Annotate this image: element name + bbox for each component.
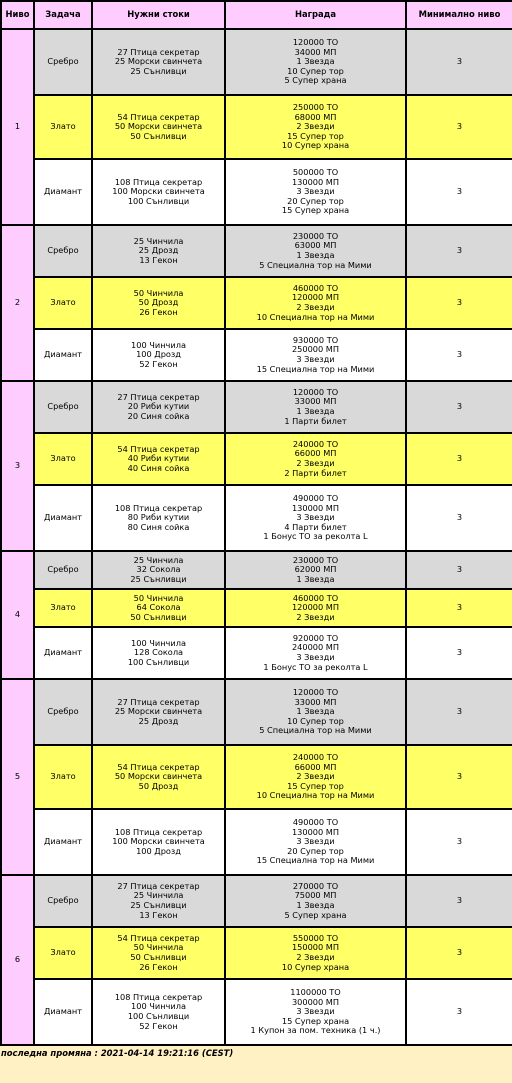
goods-cell	[92, 809, 225, 875]
goods-line: 108 Птица секретар	[114, 176, 203, 187]
task-cell: Диамант	[34, 979, 92, 1045]
goods-line: 27 Птица секретар	[117, 391, 200, 402]
min-level-cell: 3	[406, 679, 512, 745]
goods-line: 25 Сънливци	[130, 900, 187, 910]
goods-line: 25 Чинчила	[133, 554, 184, 565]
goods-line: 50 Дрозд	[138, 780, 179, 791]
reward-line: 10 Специална тор на Мими	[256, 790, 375, 801]
goods-line: 20 Синя сойка	[127, 410, 190, 421]
goods-cell	[92, 29, 225, 95]
reward-line: 62000 МП	[294, 564, 337, 575]
reward-line: 3 Звезди	[296, 512, 335, 523]
table-row	[1, 589, 512, 627]
reward-line: 68000 МП	[294, 111, 337, 122]
reward-line: 15 Супер тор	[287, 130, 344, 141]
goods-line: 50 Чинчила	[133, 287, 184, 298]
reward-line: 15 Супер тор	[287, 780, 344, 791]
reward-line: 1 Звезда	[296, 573, 335, 584]
goods-line: 54 Птица секретар	[117, 111, 200, 122]
table-row	[1, 277, 512, 329]
goods-line: 100 Дрозд	[136, 845, 181, 856]
task-cell: Диамант	[34, 627, 92, 679]
reward-line: 460000 ТО	[292, 592, 339, 603]
goods-line: 40 Риби кутии	[127, 453, 190, 464]
reward-line: 130000 МП	[291, 502, 340, 513]
task-cell: Сребро	[34, 875, 92, 927]
goods-line: 52 Гекон	[139, 1020, 178, 1031]
header-goods: Нужни стоки	[92, 1, 225, 29]
goods-line: 50 Чинчила	[133, 942, 184, 953]
goods-cell	[92, 433, 225, 485]
level-cell: 4	[1, 551, 34, 679]
goods-cell	[92, 589, 225, 627]
goods-cell	[92, 875, 225, 927]
reward-line: 10 Супер храна	[281, 961, 350, 972]
reward-cell	[225, 679, 406, 745]
reward-cell	[225, 875, 406, 927]
min-level-cell: 3	[406, 551, 512, 589]
reward-cell	[225, 29, 406, 95]
task-cell: Сребро	[34, 29, 92, 95]
reward-line: 3 Звезди	[296, 186, 335, 197]
reward-line: 120000 ТО	[292, 37, 339, 48]
task-cell: Злато	[34, 95, 92, 159]
table-row	[1, 29, 512, 95]
reward-line: 1100000 ТО	[290, 987, 341, 998]
reward-line: 1 Бонус ТО за реколта L	[263, 531, 368, 542]
reward-line: 3 Звезди	[296, 836, 335, 847]
reward-line: 75000 МП	[294, 890, 337, 901]
reward-line: 120000 ТО	[292, 687, 339, 698]
table-row	[1, 159, 512, 225]
goods-cell	[92, 927, 225, 979]
reward-line: 5 Супер храна	[284, 75, 347, 86]
goods-line: 40 Синя сойка	[127, 462, 190, 473]
goods-line: 25 Дрозд	[138, 245, 179, 256]
reward-cell	[225, 329, 406, 381]
min-level-cell: 3	[406, 745, 512, 809]
min-level-cell: 3	[406, 979, 512, 1045]
table-row	[1, 485, 512, 551]
goods-line: 50 Морски свинчета	[114, 771, 203, 782]
level-cell: 6	[1, 875, 34, 1045]
reward-line: 250000 МП	[291, 344, 340, 355]
goods-line: 100 Дрозд	[136, 349, 181, 360]
reward-line: 2 Звезди	[296, 952, 335, 962]
reward-line: 34000 МП	[294, 46, 337, 57]
task-cell: Сребро	[34, 679, 92, 745]
reward-line: 150000 МП	[291, 942, 340, 953]
reward-line: 33000 МП	[294, 696, 337, 707]
goods-line: 25 Чинчила	[133, 235, 184, 246]
min-level-cell: 3	[406, 485, 512, 551]
reward-cell	[225, 927, 406, 979]
reward-cell	[225, 277, 406, 329]
reward-line: 15 Специална тор на Мими	[256, 855, 375, 866]
min-level-cell: 3	[406, 329, 512, 381]
reward-line: 120000 МП	[291, 292, 340, 303]
min-level-cell: 3	[406, 29, 512, 95]
min-level-cell: 3	[406, 433, 512, 485]
goods-line: 108 Птица секретар	[114, 826, 203, 837]
reward-line: 2 Звезди	[296, 611, 335, 622]
reward-cell	[225, 159, 406, 225]
min-level-cell: 3	[406, 627, 512, 679]
task-cell: Диамант	[34, 159, 92, 225]
reward-line: 5 Специална тор на Мими	[259, 725, 372, 736]
reward-line: 1 Звезда	[296, 250, 335, 260]
reward-line: 1 Купон за пом. техника (1 ч.)	[250, 1025, 381, 1036]
min-level-cell: 3	[406, 159, 512, 225]
min-level-cell: 3	[406, 875, 512, 927]
goods-line: 20 Риби кутии	[127, 401, 190, 412]
goods-line: 100 Сънливци	[127, 1011, 190, 1021]
goods-cell	[92, 485, 225, 551]
goods-cell	[92, 979, 225, 1045]
goods-line: 100 Сънливци	[127, 656, 190, 667]
goods-line: 50 Сънливци	[130, 611, 187, 622]
reward-line: 15 Супер храна	[281, 205, 350, 216]
goods-line: 100 Чинчила	[131, 1001, 186, 1012]
reward-cell	[225, 745, 406, 809]
header-level: Ниво	[1, 1, 34, 29]
min-level-cell: 3	[406, 927, 512, 979]
goods-cell	[92, 329, 225, 381]
table-row	[1, 225, 512, 277]
reward-line: 1 Звезда	[296, 900, 335, 910]
goods-line: 54 Птица секретар	[117, 761, 200, 772]
reward-line: 300000 МП	[291, 996, 340, 1007]
reward-line: 10 Супер храна	[281, 140, 350, 151]
reward-line: 230000 ТО	[292, 554, 339, 565]
table-row	[1, 95, 512, 159]
goods-line: 25 Морски свинчета	[114, 56, 203, 67]
reward-line: 2 Звезди	[296, 771, 335, 782]
level-cell: 2	[1, 225, 34, 381]
goods-line: 26 Гекон	[139, 306, 178, 317]
reward-line: 20 Супер тор	[287, 845, 344, 856]
reward-line: 490000 ТО	[292, 493, 339, 504]
min-level-cell: 3	[406, 589, 512, 627]
goods-cell	[92, 277, 225, 329]
goods-line: 27 Птица секретар	[117, 46, 200, 57]
goods-line: 32 Сокола	[136, 564, 181, 575]
goods-cell	[92, 225, 225, 277]
task-cell: Сребро	[34, 551, 92, 589]
reward-line: 2 Звезди	[296, 121, 335, 132]
reward-line: 120000 ТО	[292, 386, 339, 397]
goods-line: 80 Риби кутии	[127, 512, 190, 523]
task-cell: Диамант	[34, 485, 92, 551]
reward-line: 240000 ТО	[292, 438, 339, 449]
reward-line: 270000 ТО	[292, 880, 339, 891]
level-cell: 1	[1, 29, 34, 225]
task-cell: Злато	[34, 589, 92, 627]
goods-line: 108 Птица секретар	[114, 502, 203, 513]
goods-line: 25 Сънливци	[130, 573, 187, 584]
reward-line: 4 Парти билет	[284, 521, 347, 532]
reward-line: 2 Парти билет	[284, 467, 347, 478]
reward-line: 550000 ТО	[292, 932, 339, 943]
task-cell: Злато	[34, 433, 92, 485]
reward-cell	[225, 979, 406, 1045]
reward-line: 63000 МП	[294, 240, 337, 251]
goods-line: 50 Сънливци	[130, 130, 187, 141]
header-reward: Награда	[225, 1, 406, 29]
reward-line: 10 Супер тор	[287, 65, 344, 76]
goods-line: 80 Синя сойка	[127, 521, 190, 532]
task-cell: Сребро	[34, 381, 92, 433]
goods-line: 27 Птица секретар	[117, 696, 200, 707]
task-cell: Злато	[34, 745, 92, 809]
goods-line: 54 Птица секретар	[117, 443, 200, 454]
goods-line: 54 Птица секретар	[117, 932, 200, 943]
reward-line: 15 Специална тор на Мими	[256, 363, 375, 374]
reward-line: 15 Супер храна	[281, 1015, 350, 1026]
goods-cell	[92, 627, 225, 679]
goods-line: 128 Сокола	[133, 647, 184, 658]
level-cell: 5	[1, 679, 34, 875]
reward-line: 20 Супер тор	[287, 195, 344, 206]
reward-line: 1 Бонус ТО за реколта L	[263, 661, 368, 672]
goods-cell	[92, 159, 225, 225]
table-row	[1, 381, 512, 433]
goods-line: 25 Чинчила	[133, 890, 184, 901]
goods-line: 108 Птица секретар	[114, 991, 203, 1002]
task-cell: Злато	[34, 927, 92, 979]
goods-line: 100 Чинчила	[131, 637, 186, 648]
reward-line: 3 Звезди	[296, 652, 335, 662]
task-cell: Злато	[34, 277, 92, 329]
goods-line: 50 Сънливци	[130, 952, 187, 962]
reward-cell	[225, 809, 406, 875]
reward-line: 120000 МП	[291, 602, 340, 613]
goods-line: 50 Чинчила	[133, 592, 184, 603]
reward-line: 500000 ТО	[292, 167, 339, 178]
table-body	[1, 29, 512, 1045]
reward-line: 3 Звезди	[296, 1006, 335, 1017]
reward-line: 250000 ТО	[292, 102, 339, 113]
reward-line: 230000 ТО	[292, 230, 339, 241]
reward-cell	[225, 381, 406, 433]
table-row	[1, 979, 512, 1045]
goods-line: 13 Гекон	[139, 254, 178, 265]
goods-cell	[92, 679, 225, 745]
task-cell: Диамант	[34, 809, 92, 875]
reward-cell	[225, 433, 406, 485]
reward-line: 130000 МП	[291, 826, 340, 837]
level-cell: 3	[1, 381, 34, 551]
reward-line: 240000 ТО	[292, 752, 339, 763]
reward-cell	[225, 485, 406, 551]
header-min-level: Минимално ниво	[406, 1, 512, 29]
reward-line: 5 Супер храна	[284, 909, 347, 920]
reward-line: 240000 МП	[291, 642, 340, 653]
min-level-cell: 3	[406, 381, 512, 433]
reward-line: 66000 МП	[294, 761, 337, 772]
table-row	[1, 329, 512, 381]
goods-line: 100 Сънливци	[127, 195, 190, 206]
reward-cell	[225, 589, 406, 627]
reward-cell	[225, 95, 406, 159]
table-row	[1, 433, 512, 485]
reward-line: 10 Специална тор на Мими	[256, 311, 375, 322]
goods-line: 25 Морски свинчета	[114, 706, 203, 717]
min-level-cell: 3	[406, 809, 512, 875]
table-row	[1, 927, 512, 979]
reward-line: 10 Супер тор	[287, 715, 344, 726]
goods-line: 52 Гекон	[139, 358, 178, 369]
goods-line: 50 Дрозд	[138, 297, 179, 308]
reward-line: 1 Звезда	[296, 706, 335, 717]
min-level-cell: 3	[406, 225, 512, 277]
reward-cell	[225, 225, 406, 277]
goods-line: 26 Гекон	[139, 961, 178, 972]
reward-line: 930000 ТО	[292, 334, 339, 345]
goods-line: 50 Морски свинчета	[114, 121, 203, 132]
last-modified: последна промяна : 2021-04-14 19:21:16 (CEST)	[1, 1048, 234, 1058]
reward-line: 130000 МП	[291, 176, 340, 187]
goods-line: 64 Сокола	[136, 602, 181, 613]
task-cell: Диамант	[34, 329, 92, 381]
goods-line: 13 Гекон	[139, 909, 178, 920]
reward-line: 2 Звезди	[296, 458, 335, 468]
reward-line: 66000 МП	[294, 448, 337, 459]
reward-line: 1 Звезда	[296, 406, 335, 416]
reward-line: 1 Парти билет	[284, 415, 347, 426]
table-row	[1, 809, 512, 875]
reward-line: 920000 ТО	[292, 632, 339, 643]
reward-line: 490000 ТО	[292, 817, 339, 828]
goods-cell	[92, 745, 225, 809]
table-row	[1, 745, 512, 809]
reward-line: 1 Звезда	[296, 56, 335, 67]
reward-line: 2 Звезди	[296, 302, 335, 312]
header-row	[1, 1, 512, 29]
reward-cell	[225, 627, 406, 679]
goods-line: 25 Сънливци	[130, 65, 187, 76]
goods-line: 25 Дрозд	[138, 715, 179, 726]
table-row	[1, 627, 512, 679]
goods-cell	[92, 95, 225, 159]
goods-line: 100 Чинчила	[131, 339, 186, 350]
header-task: Задача	[34, 1, 92, 29]
reward-line: 5 Специална тор на Мими	[259, 259, 372, 270]
reward-line: 3 Звезди	[296, 354, 335, 364]
goods-line: 100 Морски свинчета	[112, 186, 205, 197]
reward-line: 460000 ТО	[292, 282, 339, 293]
reward-cell	[225, 551, 406, 589]
goods-line: 100 Морски свинчета	[112, 836, 205, 847]
goods-cell	[92, 551, 225, 589]
goods-line: 27 Птица секретар	[117, 880, 200, 891]
task-cell: Сребро	[34, 225, 92, 277]
goods-cell	[92, 381, 225, 433]
table-row	[1, 875, 512, 927]
table-row	[1, 679, 512, 745]
min-level-cell: 3	[406, 277, 512, 329]
table-row	[1, 551, 512, 589]
min-level-cell: 3	[406, 95, 512, 159]
reward-line: 33000 МП	[294, 396, 337, 407]
